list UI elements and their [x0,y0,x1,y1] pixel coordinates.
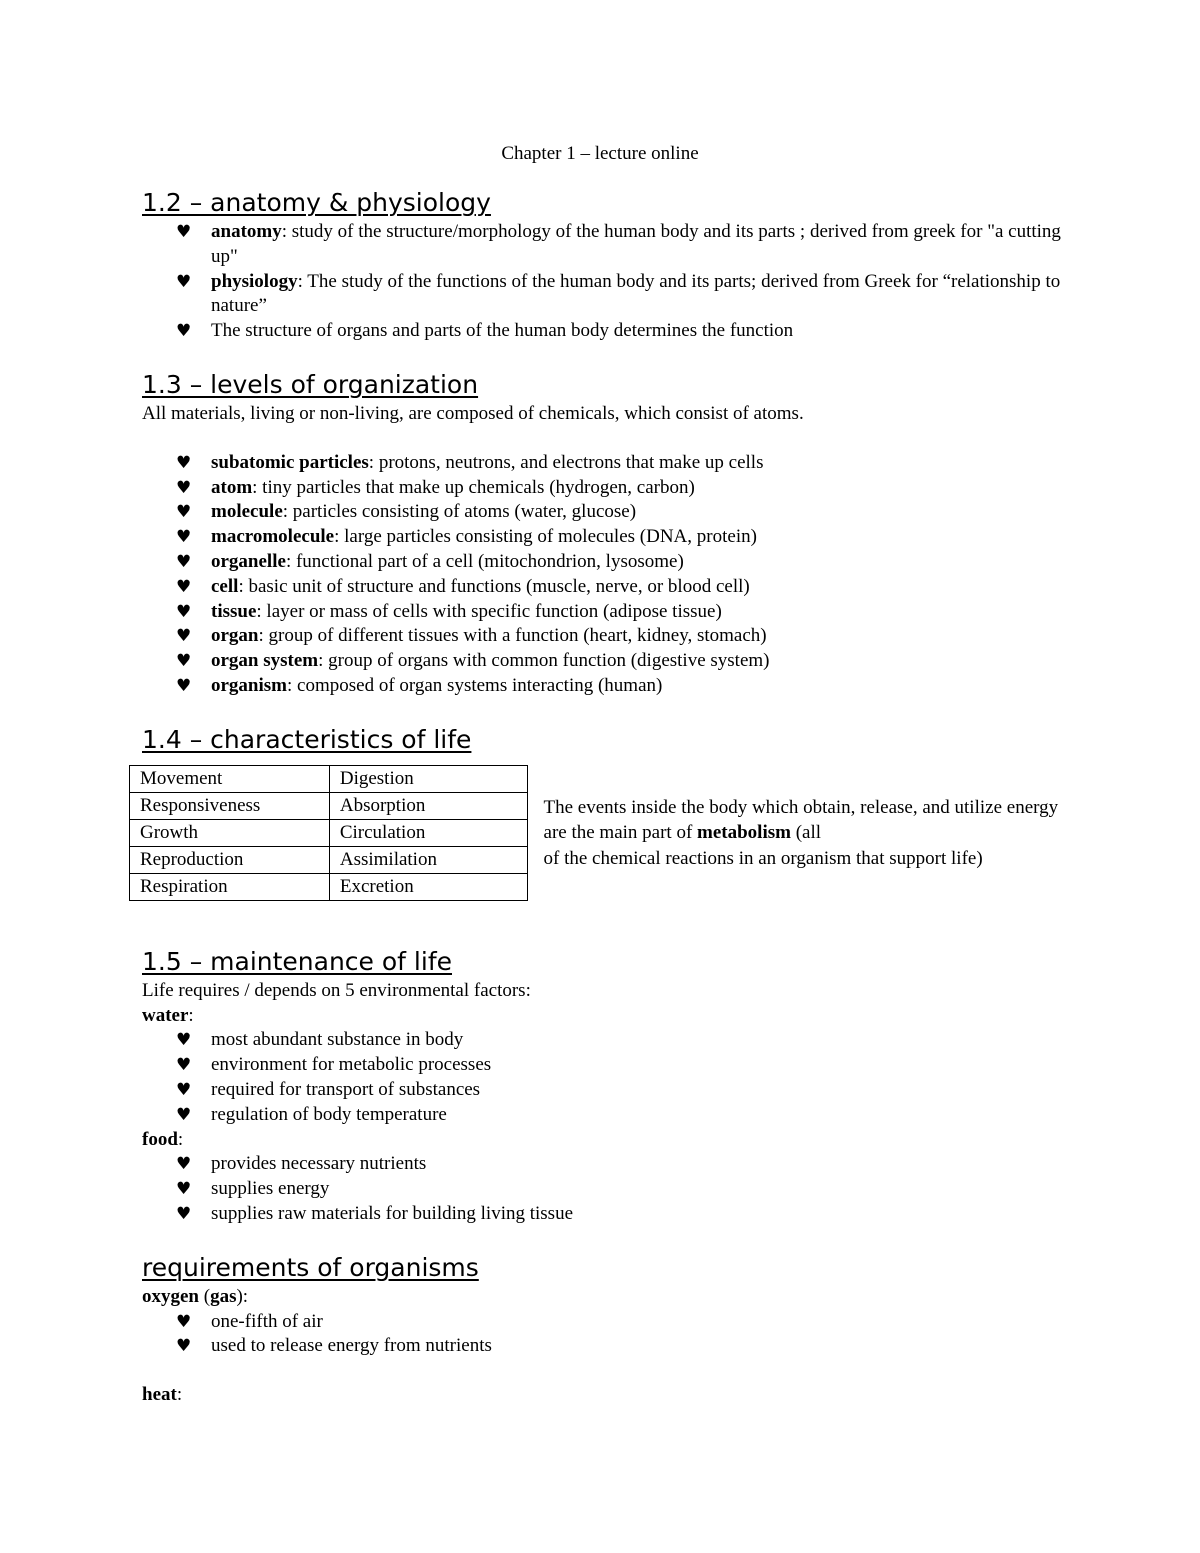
factor-term-paren: gas [210,1285,237,1307]
item-text: used to release energy from nutrients [211,1335,492,1357]
list-item [142,1152,1062,1177]
list-item [142,649,1062,674]
list-item [142,1028,1062,1053]
list-item [142,476,1062,501]
section-heading-requirements: requirements of organisms [142,1252,479,1282]
definition: : layer or mass of cells with specific function (adipose tissue) [256,600,722,622]
list-item [142,1310,1062,1335]
term: macromolecule [211,526,335,548]
factor-term: water [142,1004,189,1026]
item-text: most abundant substance in body [211,1029,464,1051]
list-item [142,674,1062,699]
section-heading-1-5: 1.5 – maintenance of life [142,946,452,976]
heart-icon: ♥ [176,1203,192,1224]
heart-icon: ♥ [176,551,192,572]
term: organelle [211,550,286,572]
list-food [142,1152,1062,1226]
list-oxygen [142,1310,1062,1360]
definition: : functional part of a cell (mitochondrion, lysosome) [285,550,684,572]
heart-icon: ♥ [176,1336,192,1357]
table-cell: Movement [130,765,330,792]
list-item [142,1103,1062,1128]
list-item [142,1202,1062,1227]
list-item [142,525,1062,550]
item-text: required for transport of substances [211,1078,481,1100]
heart-icon: ♥ [176,321,192,342]
list-item [142,1078,1062,1103]
heart-icon: ♥ [176,527,192,548]
definition: The structure of organs and parts of the human body determines the function [211,320,794,342]
factor-label-oxygen: oxygen (gas): [142,1285,249,1307]
heart-icon: ♥ [176,1079,192,1100]
metabolism-text: The events inside the body which obtain, release, and utilize energy are the main part of [543,796,1059,843]
list-water [142,1028,1062,1127]
document-content [142,140,1062,1408]
term: organism [211,674,287,696]
factor-term: oxygen [142,1285,199,1307]
table-row [130,846,528,873]
heart-icon: ♥ [176,271,192,292]
item-text: provides necessary nutrients [211,1153,427,1175]
table-cell: Responsiveness [130,792,330,819]
term: cell [211,575,239,597]
section-heading-1-2: 1.2 – anatomy & physiology [142,188,491,217]
table-row [130,873,528,900]
heart-icon: ♥ [176,1104,192,1125]
list-item [142,451,1062,476]
heart-icon: ♥ [176,576,192,597]
item-text: supplies energy [211,1178,330,1200]
term: molecule [211,501,283,523]
definition: : The study of the functions of the human body and its parts; derived from Greek for “relationship to nature” [211,270,1061,317]
list-levels [142,451,1062,699]
term: tissue [211,600,257,622]
definition: : group of organs with common function (digestive system) [318,650,770,672]
table-row [130,819,528,846]
heart-icon: ♥ [176,1030,192,1051]
heart-icon: ♥ [176,626,192,647]
table-row [130,765,528,792]
list-item [142,1334,1062,1359]
term: subatomic particles [211,451,369,473]
heart-icon: ♥ [176,452,192,473]
list-item [142,500,1062,525]
definition: : large particles consisting of molecules (DNA, protein) [334,526,757,548]
section-intro: All materials, living or non-living, are composed of chemicals, which consist of atoms. [142,402,804,424]
list-item [142,1177,1062,1202]
table-cell: Circulation [329,819,527,846]
definition: : protons, neutrons, and electrons that make up cells [368,451,764,473]
heart-icon: ♥ [176,222,192,242]
definition: : basic unit of structure and functions (muscle, nerve, or blood cell) [238,575,750,597]
document-title: Chapter 1 – lecture online [501,143,699,164]
definition: : tiny particles that make up chemicals (hydrogen, carbon) [252,476,695,498]
definition: : composed of organ systems interacting (human) [287,674,663,696]
item-text: regulation of body temperature [211,1103,447,1125]
factor-label-food: food: [142,1128,184,1150]
factor-term: food [142,1128,178,1150]
item-text: environment for metabolic processes [211,1054,492,1076]
heart-icon: ♥ [176,601,192,622]
term: physiology [211,270,298,292]
table-cell: Growth [130,819,330,846]
section-heading-1-3: 1.3 – levels of organization [142,369,479,399]
factor-label-water: water: [142,1004,194,1026]
list-item [142,319,1062,344]
list-item [142,600,1062,625]
heart-icon: ♥ [176,477,192,498]
metabolism-text-tail: of the chemical reactions in an organism that support life) [543,847,983,869]
definition: : study of the structure/morphology of the human body and its parts ; derived from greek for "a cutting up" [211,221,1061,267]
list-item [142,575,1062,600]
list-item [142,270,1062,320]
metabolism-note [544,795,1062,872]
list-item [142,624,1062,649]
factor-term: heat [142,1384,177,1406]
item-text: one-fifth of air [211,1310,323,1332]
metabolism-text-end: (all [790,822,822,843]
list-item [142,220,1062,270]
heart-icon: ♥ [176,1154,192,1175]
list-item [142,1053,1062,1078]
definition: : particles consisting of atoms (water, glucose) [282,501,637,523]
list-anatomy-physiology [142,220,1062,344]
heart-icon: ♥ [176,651,192,672]
factor-label-heat: heat: [142,1384,183,1406]
characteristics-row [142,765,1062,901]
heart-icon: ♥ [176,1179,192,1200]
heart-icon: ♥ [176,1311,192,1332]
heart-icon: ♥ [176,502,192,523]
table-cell: Absorption [329,792,527,819]
table-cell: Respiration [130,873,330,900]
table-cell: Excretion [329,873,527,900]
table-cell: Digestion [329,765,527,792]
section-intro: Life requires / depends on 5 environmental factors: [142,979,531,1001]
term: organ system [211,650,319,672]
characteristics-table [129,765,528,901]
item-text: supplies raw materials for building living tissue [211,1202,574,1224]
table-cell: Reproduction [130,846,330,873]
heart-icon: ♥ [176,675,192,696]
definition: : group of different tissues with a function (heart, kidney, stomach) [258,625,767,647]
term: anatomy [211,221,282,242]
term: atom [211,476,253,498]
section-heading-1-4: 1.4 – characteristics of life [142,724,472,754]
list-item [142,550,1062,575]
term: organ [211,625,259,647]
table-row [130,792,528,819]
table-cell: Assimilation [329,846,527,873]
metabolism-term: metabolism [697,822,791,843]
heart-icon: ♥ [176,1055,192,1076]
